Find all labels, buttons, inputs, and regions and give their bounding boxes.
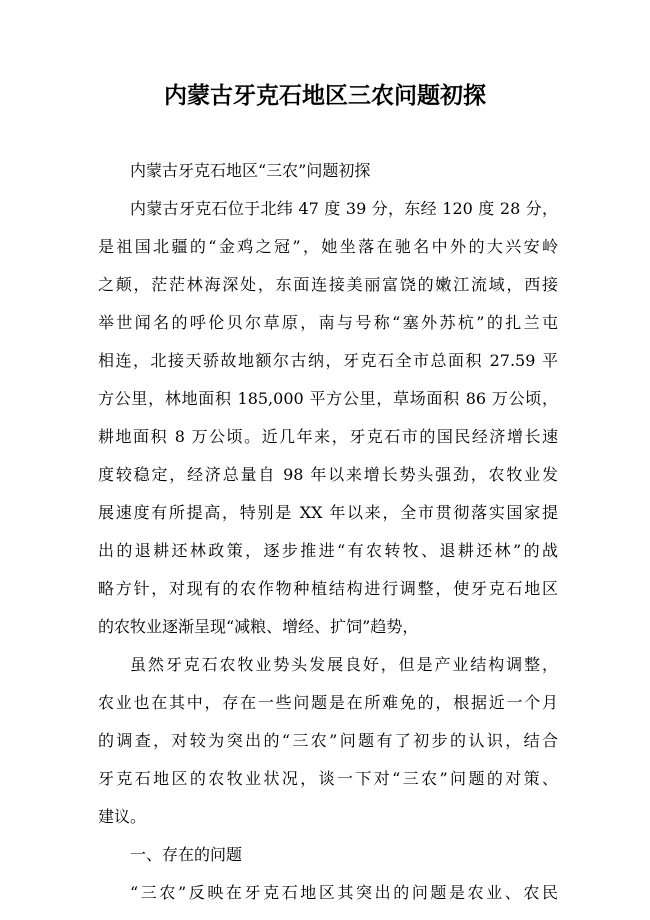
paragraph-line: 度较稳定，经济总量自 98 年以来增长势头强劲，农牧业发 <box>98 465 558 484</box>
paragraph-line: 之颠，茫茫林海深处，东面连接美丽富饶的嫩江流域，西接 <box>98 275 558 294</box>
paragraph-line: 方公里，林地面积 185,000 平方公里，草场面积 86 万公顷， <box>98 389 558 408</box>
paragraph-line: 农业也在其中，存在一些问题是在所难免的，根据近一个月 <box>98 693 558 712</box>
document-body <box>98 152 558 912</box>
paragraph-line: 出的退耕还林政策，逐步推进“有农转牧、退耕还林”的战 <box>98 541 558 560</box>
paragraph-line: 举世闻名的呼伦贝尔草原，南与号称“塞外苏杭”的扎兰屯 <box>98 313 558 332</box>
section-heading: 一、存在的问题 <box>130 845 243 864</box>
paragraph-line: 的调查，对较为突出的“三农”问题有了初步的认识，结合 <box>98 731 558 750</box>
document-title: 内蒙古牙克石地区三农问题初探 <box>164 83 486 109</box>
subtitle-line: 内蒙古牙克石地区“三农”问题初探 <box>130 161 371 180</box>
paragraph-line: “三农”反映在牙克石地区其突出的问题是农业、农民 <box>130 883 558 902</box>
paragraph-line: 虽然牙克石农牧业势头发展良好，但是产业结构调整， <box>130 655 558 674</box>
paragraph-line: 相连，北接天骄故地额尔古纳，牙克石全市总面积 27.59 平 <box>98 351 558 370</box>
paragraph-line: 是祖国北疆的“金鸡之冠”，她坐落在驰名中外的大兴安岭 <box>98 237 558 256</box>
paragraph-line: 的农牧业逐渐呈现“减粮、增经、扩饲”趋势， <box>98 617 419 636</box>
paragraph-line: 略方针，对现有的农作物种植结构进行调整，使牙克石地区 <box>98 579 558 598</box>
paragraph-line: 耕地面积 8 万公顷。近几年来，牙克石市的国民经济增长速 <box>98 427 558 446</box>
paragraph-line: 建议。 <box>98 807 147 826</box>
paragraph-line: 内蒙古牙克石位于北纬 47 度 39 分，东经 120 度 28 分， <box>130 199 558 218</box>
paragraph-line: 展速度有所提高，特别是 XX 年以来，全市贯彻落实国家提 <box>98 503 558 522</box>
paragraph-line: 牙克石地区的农牧业状况，谈一下对“三农”问题的对策、 <box>98 769 558 788</box>
